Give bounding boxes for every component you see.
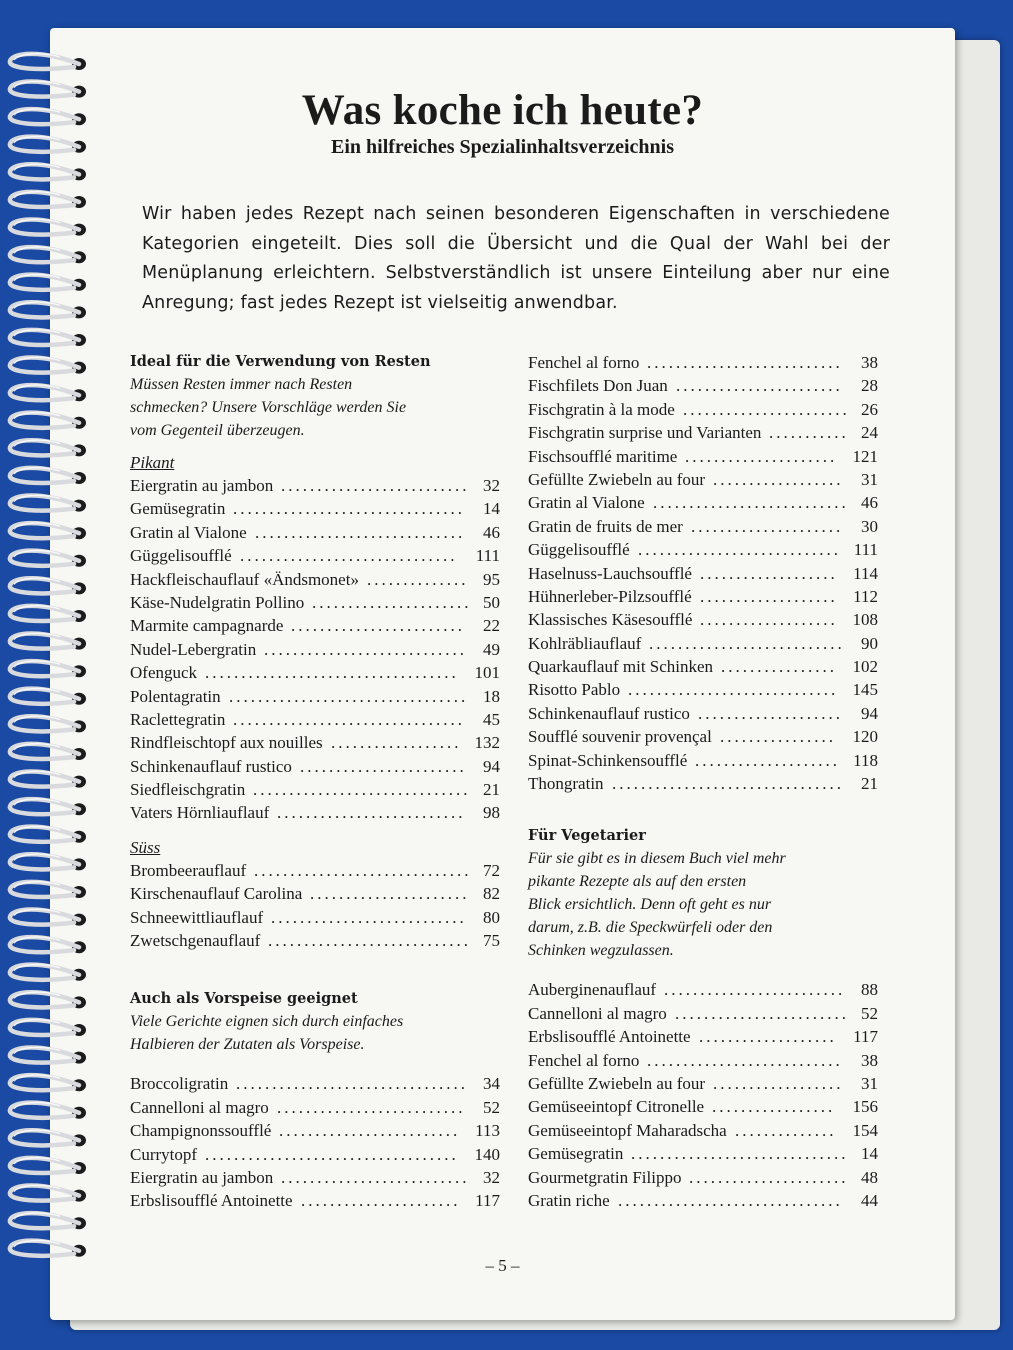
- recipe-name: Quarkauflauf mit Schinken: [528, 657, 714, 677]
- leader-dots: ...........................: [647, 353, 843, 372]
- leader-dots: ..................: [331, 733, 462, 753]
- page-ref: 18: [483, 686, 500, 706]
- continued-list: [528, 351, 878, 795]
- page-ref: 22: [483, 616, 500, 636]
- page-ref: 32: [483, 476, 500, 495]
- suess-list: [130, 859, 500, 953]
- spiral-binding: [0, 0, 90, 1350]
- section-desc-reste: [130, 373, 500, 442]
- leader-dots: ............................: [638, 540, 841, 560]
- page-ref: 118: [853, 750, 878, 770]
- leader-dots: ...................: [700, 586, 838, 606]
- desc-line: Schinken wegzulassen.: [528, 942, 674, 960]
- index-entry: [130, 685, 500, 708]
- desc-line: schmecken? Unsere Vorschläge werden Sie: [130, 399, 407, 416]
- leader-dots: .......................: [676, 376, 843, 396]
- recipe-name: Schinkenauflauf rustico: [528, 703, 690, 723]
- vegetarier-list: [528, 978, 878, 1212]
- page-ref: 52: [861, 1003, 878, 1023]
- page-ref: 44: [861, 1190, 878, 1210]
- index-entry: [130, 661, 500, 684]
- page-ref: 111: [475, 546, 500, 566]
- recipe-name: Nudel-Lebergratin: [130, 639, 257, 659]
- leader-dots: ..........................: [277, 803, 466, 823]
- leader-dots: ..........................: [277, 1097, 466, 1117]
- page-ref: 31: [861, 469, 878, 489]
- leader-dots: ..............................: [631, 1144, 849, 1164]
- leader-dots: ................: [720, 727, 836, 747]
- leader-dots: ..............................: [240, 546, 458, 566]
- desc-line: Für sie gibt es in diesem Buch viel mehr: [528, 850, 786, 868]
- leader-dots: ..............................: [253, 780, 471, 800]
- recipe-name: Champignonssoufflé: [130, 1121, 272, 1141]
- page-ref: 48: [861, 1167, 878, 1187]
- page-ref: 50: [483, 592, 500, 612]
- page-ref: 34: [483, 1074, 500, 1094]
- recipe-name: Auberginenauflauf: [528, 980, 657, 1000]
- leader-dots: ................................: [612, 774, 844, 794]
- page-ref: 46: [483, 522, 500, 542]
- leader-dots: ................................: [236, 1074, 468, 1094]
- leader-dots: ...................................: [205, 663, 459, 683]
- page-ref: 117: [853, 1027, 878, 1047]
- index-entry: [130, 801, 500, 824]
- leader-dots: .........................: [664, 980, 846, 1000]
- leader-dots: ..................: [713, 1073, 844, 1093]
- recipe-name: Gemüsegratin: [528, 1144, 624, 1164]
- recipe-name: Güggelisoufflé: [528, 540, 630, 560]
- leader-dots: .......................: [300, 756, 467, 776]
- index-entry: [130, 859, 500, 882]
- index-entry: [528, 678, 878, 701]
- leader-dots: ....................: [698, 703, 843, 723]
- leader-dots: .......................: [683, 399, 850, 419]
- recipe-name: Raclettegratin: [130, 709, 226, 729]
- leader-dots: ........................: [675, 1003, 849, 1023]
- page-ref: 120: [852, 727, 878, 747]
- leader-dots: ..............................: [254, 860, 472, 880]
- page-ref: 75: [483, 931, 500, 951]
- index-entry: [528, 655, 878, 678]
- index-entry: [528, 749, 878, 772]
- index-entry: [528, 632, 878, 655]
- vorspeise-list: [130, 1072, 500, 1212]
- desc-line: vom Gegenteil überzeugen.: [130, 422, 305, 439]
- recipe-name: Marmite campagnarde: [130, 616, 284, 636]
- leader-dots: ...................: [700, 610, 838, 630]
- pikant-list: [130, 474, 500, 825]
- recipe-name: Eiergratin au jambon: [130, 476, 274, 495]
- leader-dots: .............................: [255, 522, 466, 542]
- recipe-name: Gemüseeintopf Maharadscha: [528, 1120, 727, 1140]
- leader-dots: ........................: [291, 616, 465, 636]
- index-entry: [130, 521, 500, 544]
- leader-dots: ................................: [233, 709, 465, 729]
- recipe-name: Cannelloni al magro: [130, 1097, 269, 1117]
- recipe-name: Broccoligratin: [130, 1074, 229, 1094]
- index-entry: [130, 1119, 500, 1142]
- leader-dots: ....................: [695, 750, 840, 770]
- page-ref: 14: [861, 1144, 878, 1164]
- index-entry: [528, 1002, 878, 1025]
- page-number: – 5 –: [485, 1256, 520, 1275]
- recipe-name: Erbslisoufflé Antoinette: [528, 1027, 691, 1047]
- page-subtitle: Ein hilfreiches Spezialinhaltsverzeichnis: [331, 136, 674, 158]
- leader-dots: ...........................: [653, 493, 849, 513]
- recipe-name: Schneewittliauflauf: [130, 907, 264, 927]
- recipe-name: Klassisches Käsesoufflé: [528, 610, 693, 630]
- page-ref: 113: [475, 1121, 500, 1141]
- page-ref: 72: [483, 860, 500, 880]
- page-ref: 80: [483, 907, 500, 927]
- recipe-name: Gratin al Vialone: [130, 522, 247, 542]
- index-entry: [130, 497, 500, 520]
- index-entry: [528, 1166, 878, 1189]
- page-ref: 32: [483, 1167, 500, 1187]
- index-entry: [528, 562, 878, 585]
- desc-line: Blick ersichtlich. Denn oft geht es nur: [528, 896, 772, 914]
- leader-dots: ......................: [310, 884, 470, 904]
- index-entry: [130, 929, 500, 952]
- recipe-name: Gemüsegratin: [130, 499, 226, 519]
- page-ref: 88: [861, 980, 878, 1000]
- index-entry: [130, 1096, 500, 1119]
- recipe-name: Polentagratin: [130, 686, 221, 706]
- index-entry: [528, 491, 878, 514]
- recipe-name: Schinkenauflauf rustico: [130, 756, 292, 776]
- index-entry: [528, 772, 878, 795]
- recipe-name: Thongratin: [528, 774, 604, 794]
- page-ref: 52: [483, 1097, 500, 1117]
- section-title-vegetarier: Für Vegetarier: [528, 827, 646, 845]
- index-entry: [130, 638, 500, 661]
- recipe-name: Gratin al Vialone: [528, 493, 645, 513]
- index-entry: [528, 445, 878, 468]
- index-entry: [528, 398, 878, 421]
- intro-paragraph: Wir haben jedes Rezept nach seinen besonderen Eigenschaften in verschiedene Kategorien eingeteilt. Dies soll die Übersicht und die Qual der Wahl bei der Menüplanung erleichtern. Selbstverständlich ist unsere Einteilung aber nur eine Anregung; fast jedes Rezept ist vielseitig anwendbar.: [142, 204, 890, 313]
- leader-dots: ...........................: [647, 1050, 843, 1070]
- page-ref: 38: [861, 1050, 878, 1070]
- recipe-name: Hühnerleber-Pilzsoufflé: [528, 586, 692, 606]
- section-desc-vorspeise: [130, 1010, 500, 1056]
- leader-dots: .................: [712, 1097, 836, 1117]
- leader-dots: ............................: [264, 639, 467, 659]
- index-entry: [528, 1142, 878, 1165]
- leader-dots: ..................: [713, 469, 844, 489]
- page-ref: 145: [852, 680, 878, 700]
- leader-dots: ......................: [689, 1167, 849, 1187]
- leader-dots: ...........................: [271, 907, 467, 927]
- recipe-name: Eiergratin au jambon: [130, 1167, 274, 1187]
- recipe-name: Haselnuss-Lauchsoufflé: [528, 563, 692, 583]
- index-entry: [130, 591, 500, 614]
- index-entry: [528, 1119, 878, 1142]
- section-desc-vegetarier: [528, 847, 878, 962]
- left-column: [130, 351, 500, 1213]
- book-page: [50, 28, 955, 1320]
- index-entry: [130, 1143, 500, 1166]
- index-entry: [528, 725, 878, 748]
- index-entry: [528, 374, 878, 397]
- recipe-name: Fenchel al forno: [528, 353, 640, 372]
- page-ref: 132: [474, 733, 500, 753]
- index-entry: [528, 585, 878, 608]
- leader-dots: ...................: [700, 563, 838, 583]
- desc-line: Müssen Resten immer nach Resten: [130, 376, 353, 393]
- index-entry: [130, 474, 500, 497]
- leader-dots: ................................: [233, 499, 465, 519]
- desc-line: Viele Gerichte eignen sich durch einfaches: [130, 1013, 404, 1031]
- leader-dots: .................................: [229, 686, 469, 706]
- subsection-suess: Süss: [130, 837, 161, 857]
- index-entry: [528, 1049, 878, 1072]
- index-entry: [130, 544, 500, 567]
- page-ref: 21: [861, 774, 878, 794]
- recipe-name: Gefüllte Zwiebeln au four: [528, 469, 706, 489]
- page-ref: 94: [861, 703, 878, 723]
- index-entry: [130, 882, 500, 905]
- page-ref: 108: [852, 610, 878, 630]
- leader-dots: .....................: [691, 516, 844, 536]
- page-ref: 121: [852, 446, 878, 466]
- leader-dots: ...................................: [205, 1144, 459, 1164]
- leader-dots: ..........................: [281, 476, 470, 495]
- leader-dots: ..............: [735, 1120, 837, 1140]
- recipe-name: Gefüllte Zwiebeln au four: [528, 1073, 706, 1093]
- page-ref: 49: [483, 639, 500, 659]
- recipe-name: Gratin de fruits de mer: [528, 516, 683, 536]
- page-ref: 90: [861, 633, 878, 653]
- page-ref: 102: [852, 657, 878, 677]
- recipe-name: Fischfilets Don Juan: [528, 376, 668, 396]
- page-title: Was koche ich heute?: [301, 87, 704, 134]
- page-ref: 14: [483, 499, 500, 519]
- index-entry: [528, 421, 878, 444]
- leader-dots: ................: [721, 657, 837, 677]
- leader-dots: ...........: [769, 423, 849, 443]
- page-ref: 95: [483, 569, 500, 589]
- recipe-name: Zwetschgenauflauf: [130, 931, 261, 951]
- recipe-name: Gemüseeintopf Citronelle: [528, 1097, 705, 1117]
- page-ref: 111: [853, 540, 878, 560]
- index-entry: [130, 1189, 500, 1212]
- index-entry: [528, 515, 878, 538]
- leader-dots: ...............................: [618, 1190, 843, 1210]
- recipe-name: Brombeerauflauf: [130, 860, 247, 880]
- index-entry: [528, 1025, 878, 1048]
- recipe-name: Fischgratin surprise und Varianten: [528, 423, 762, 443]
- index-entry: [528, 351, 878, 374]
- index-entry: [528, 1072, 878, 1095]
- recipe-name: Vaters Hörnliauflauf: [130, 803, 270, 823]
- page-ref: 117: [475, 1191, 500, 1211]
- recipe-name: Siedfleischgratin: [130, 780, 246, 800]
- index-entry: [528, 702, 878, 725]
- recipe-name: Kirschenauflauf Carolina: [130, 884, 303, 904]
- index-entry: [130, 906, 500, 929]
- index-entry: [528, 468, 878, 491]
- recipe-name: Rindfleischtopf aux nouilles: [130, 733, 323, 753]
- index-entry: [130, 614, 500, 637]
- leader-dots: ......................: [312, 592, 472, 612]
- page-ref: 45: [483, 709, 500, 729]
- recipe-name: Gourmetgratin Filippo: [528, 1167, 682, 1187]
- recipe-name: Gratin riche: [528, 1190, 610, 1210]
- recipe-name: Spinat-Schinkensoufflé: [528, 750, 688, 770]
- index-entry: [528, 538, 878, 561]
- page-ref: 82: [483, 884, 500, 904]
- subsection-pikant: Pikant: [130, 453, 175, 472]
- page-ref: 112: [853, 586, 878, 606]
- recipe-name: Güggelisoufflé: [130, 546, 232, 566]
- leader-dots: .............................: [628, 680, 839, 700]
- page-ref: 38: [861, 353, 878, 372]
- page-ref: 21: [483, 780, 500, 800]
- recipe-name: Cannelloni al magro: [528, 1003, 667, 1023]
- index-entry: [130, 778, 500, 801]
- page-ref: 114: [853, 563, 878, 583]
- desc-line: Halbieren der Zutaten als Vorspeise.: [130, 1036, 365, 1054]
- recipe-name: Risotto Pablo: [528, 680, 621, 700]
- desc-line: pikante Rezepte als auf den ersten: [528, 873, 747, 891]
- index-entry: [130, 1166, 500, 1189]
- leader-dots: ............................: [268, 931, 471, 951]
- section-title-vorspeise: Auch als Vorspeise geeignet: [130, 990, 358, 1008]
- page-ref: 101: [474, 663, 500, 683]
- recipe-name: Käse-Nudelgratin Pollino: [130, 592, 305, 612]
- index-entry: [528, 1095, 878, 1118]
- index-entry: [130, 708, 500, 731]
- recipe-name: Fischgratin à la mode: [528, 399, 675, 419]
- desc-line: darum, z.B. die Speckwürfeli oder den: [528, 919, 773, 937]
- page-ref: 46: [861, 493, 878, 513]
- leader-dots: ..............: [367, 569, 469, 589]
- leader-dots: ......................: [301, 1191, 461, 1211]
- recipe-name: Currytopf: [130, 1144, 198, 1164]
- page-ref: 154: [852, 1120, 878, 1140]
- index-entry: [528, 1189, 878, 1212]
- recipe-name: Fischsoufflé maritime: [528, 446, 678, 466]
- section-title-reste: Ideal für die Verwendung von Resten: [130, 353, 431, 370]
- page-ref: 28: [861, 376, 878, 396]
- page-ref: 26: [861, 399, 878, 419]
- recipe-name: Erbslisoufflé Antoinette: [130, 1191, 293, 1211]
- page-ref: 30: [861, 516, 878, 536]
- recipe-name: Fenchel al forno: [528, 1050, 640, 1070]
- index-entry: [528, 608, 878, 631]
- recipe-name: Soufflé souvenir provençal: [528, 727, 712, 747]
- index-entry: [130, 755, 500, 778]
- recipe-name: Kohlräbliauflauf: [528, 633, 642, 653]
- page-ref: 94: [483, 756, 500, 776]
- leader-dots: .........................: [279, 1121, 461, 1141]
- page-ref: 156: [852, 1097, 878, 1117]
- page-ref: 140: [474, 1144, 500, 1164]
- recipe-name: Ofenguck: [130, 663, 198, 683]
- index-entry: [130, 731, 500, 754]
- leader-dots: ...........................: [649, 633, 845, 653]
- index-entry: [528, 978, 878, 1001]
- recipe-name: Hackfleischauflauf «Ändsmonet»: [130, 569, 359, 589]
- leader-dots: ..........................: [281, 1167, 470, 1187]
- index-entry: [130, 568, 500, 591]
- right-column: [528, 351, 878, 1212]
- page-ref: 98: [483, 803, 500, 823]
- index-entry: [130, 1072, 500, 1095]
- leader-dots: ...................: [699, 1027, 837, 1047]
- page-ref: 24: [861, 423, 878, 443]
- leader-dots: .....................: [685, 446, 838, 466]
- page-ref: 31: [861, 1073, 878, 1093]
